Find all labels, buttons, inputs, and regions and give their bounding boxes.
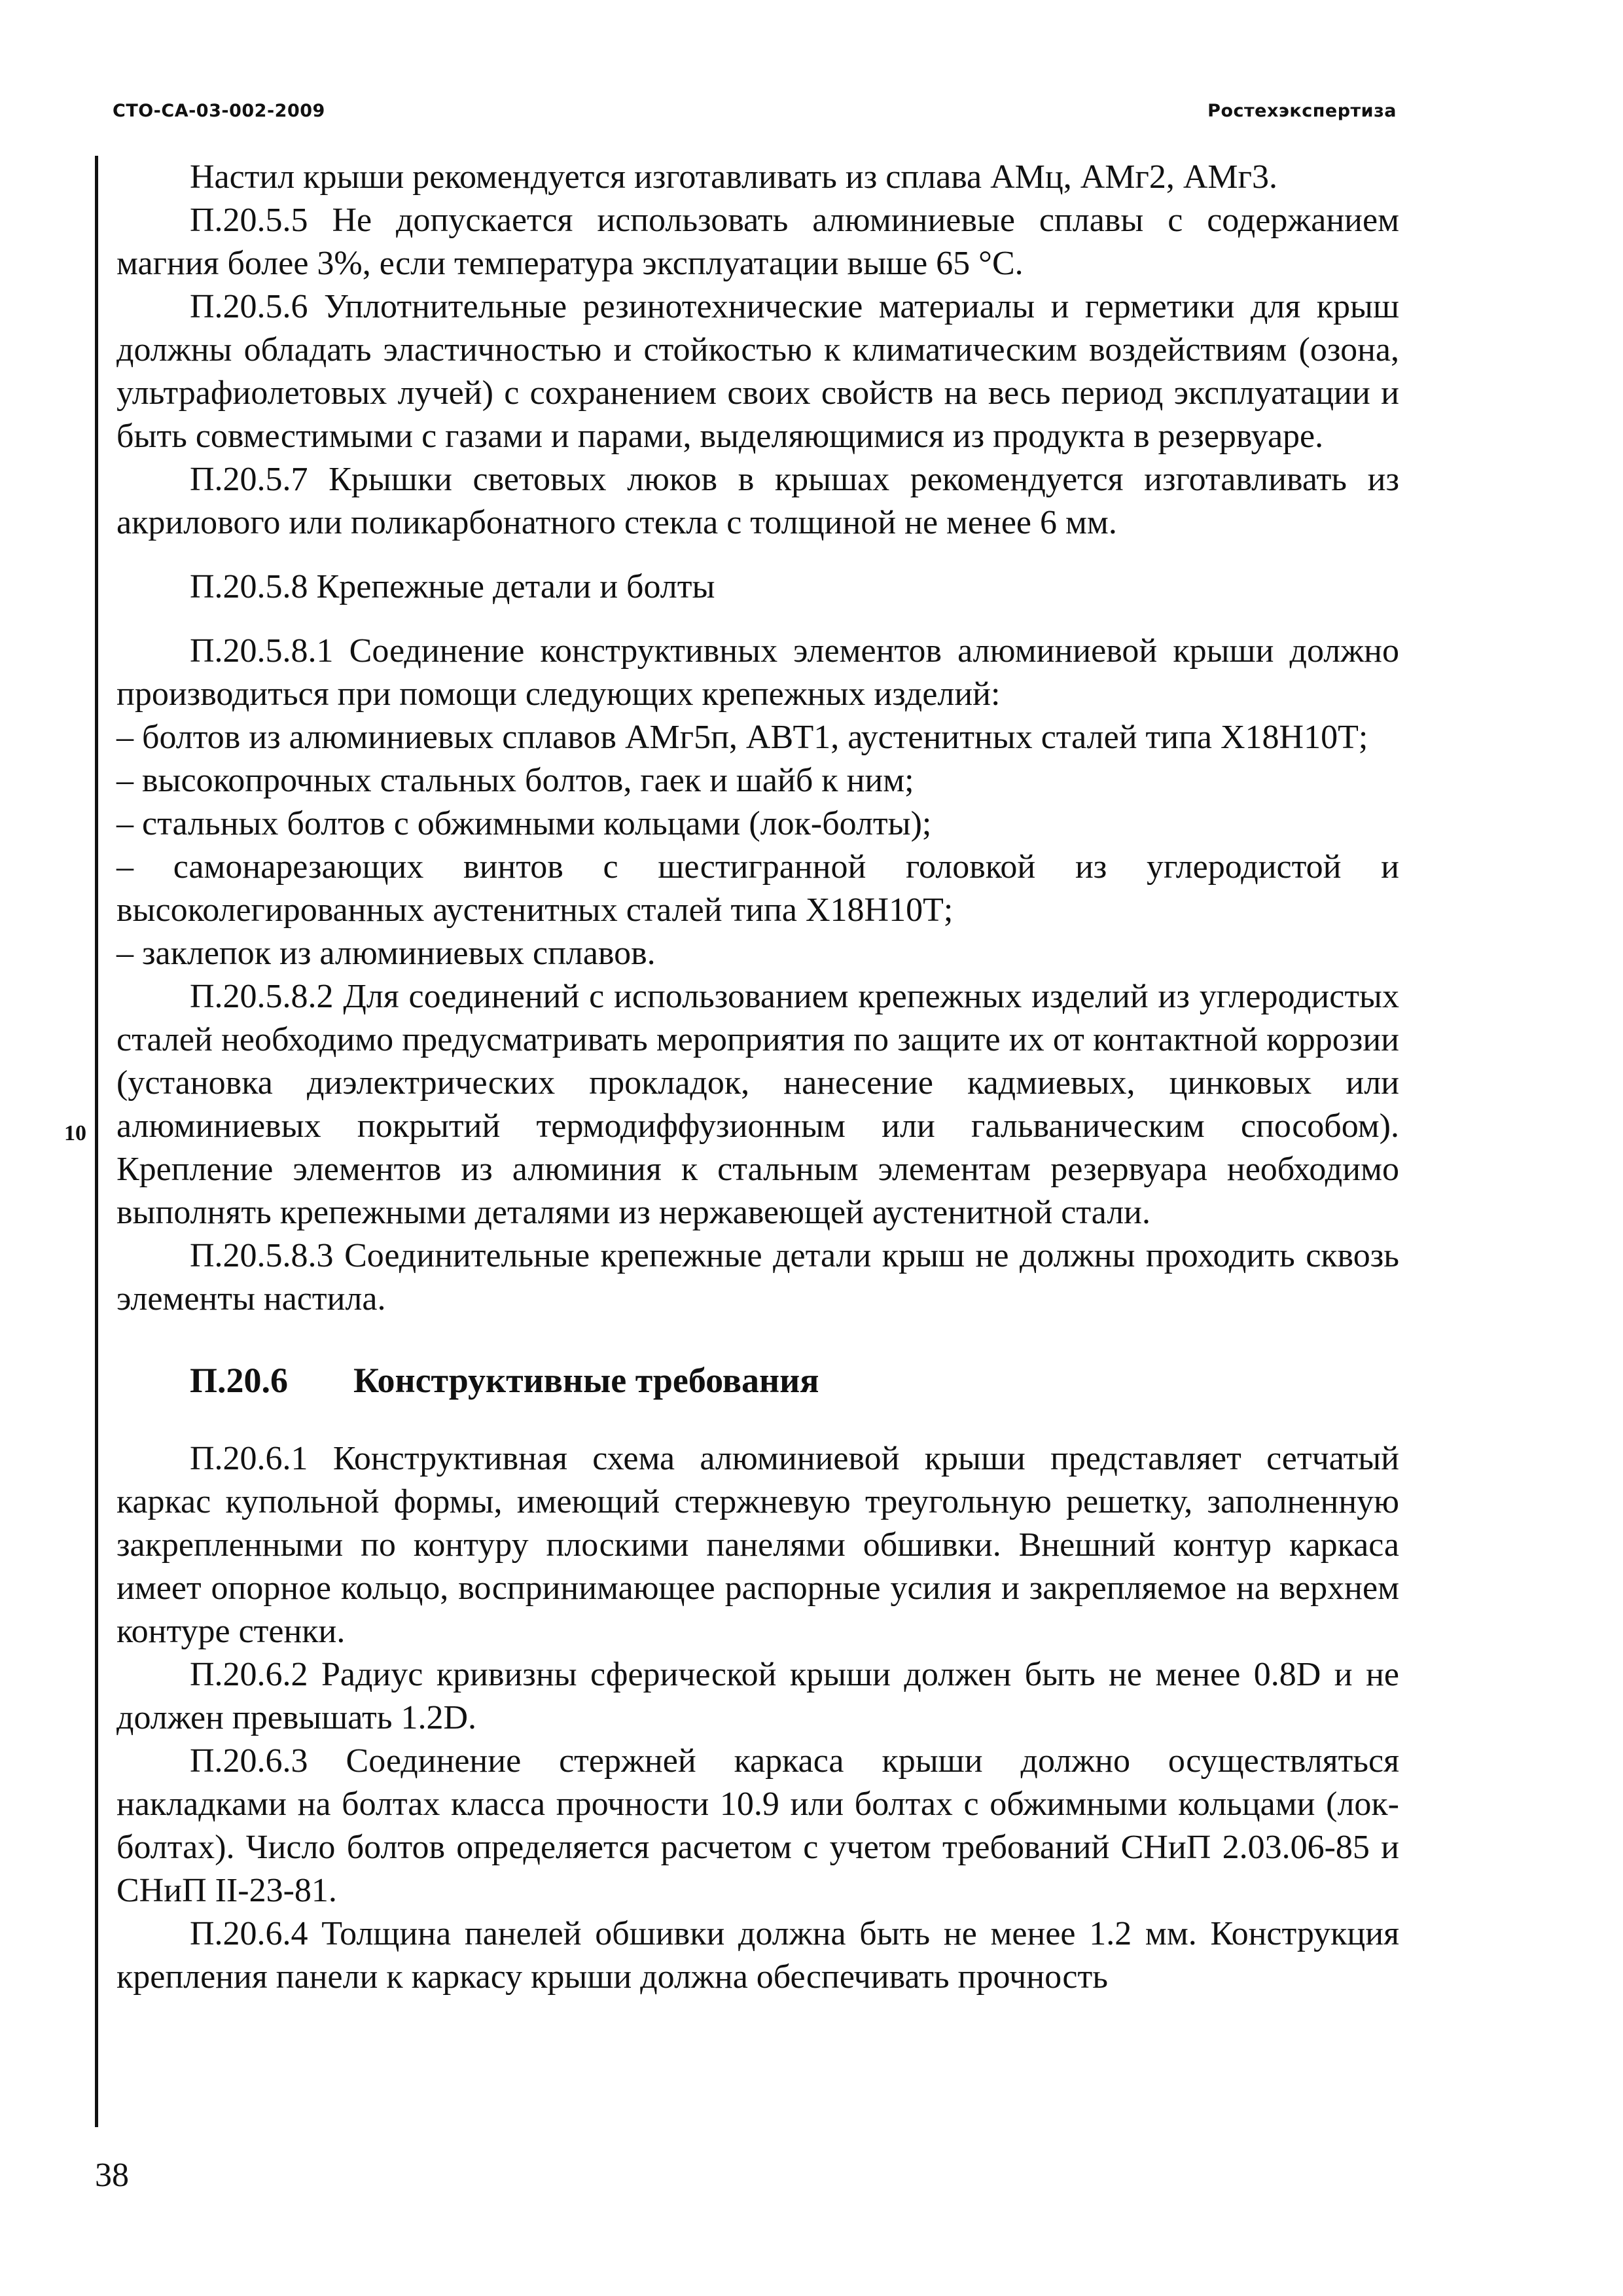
paragraph: П.20.6.4 Толщина панелей обшивки должна быть не менее 1.2 мм. Конструкция крепления панели к каркасу крыши должна обеспечивать прочность bbox=[116, 1915, 1399, 1996]
paragraph: П.20.5.5 Не допускается использовать алюминиевые сплавы с содержанием магния более 3%, если температура эксплуатации выше 65 °С. bbox=[116, 202, 1399, 282]
list-item: – стальных болтов с обжимными кольцами (лок-болты); bbox=[116, 805, 932, 842]
section-number: П.20.6 bbox=[190, 1361, 289, 1400]
page-body bbox=[116, 156, 1399, 1999]
paragraph: П.20.5.7 Крышки световых люков в крышах рекомендуется изготавливать из акрилового или поликарбонатного стекла с толщиной не менее 6 мм. bbox=[116, 461, 1399, 541]
paragraph: П.20.6.3 Соединение стержней каркаса крыши должно осуществляться накладками на болтах класса прочности 10.9 или болтах с обжимными кольцами (лок-болтах). Число болтов определяется расчетом с учетом требований СНиП 2.03.06-85 и СНиП II-23-81. bbox=[116, 1742, 1399, 1909]
paragraph: П.20.6.2 Радиус кривизны сферической крыши должен быть не менее 0.8D и не должен превышать 1.2D. bbox=[116, 1656, 1399, 1736]
list-item: – болтов из алюминиевых сплавов АМг5п, АВТ1, аустенитных сталей типа Х18Н10Т; bbox=[116, 719, 1368, 756]
paragraph: П.20.5.8.3 Соединительные крепежные детали крыш не должны проходить сквозь элементы настила. bbox=[116, 1237, 1399, 1318]
revision-bar bbox=[95, 156, 98, 2127]
paragraph: П.20.5.8.1 Соединение конструктивных элементов алюминиевой крыши должно производиться при помощи следующих крепежных изделий: bbox=[116, 632, 1399, 713]
revision-number: 10 bbox=[64, 1121, 86, 1145]
paragraph: П.20.5.8.2 Для соединений с использованием крепежных изделий из углеродистых сталей необходимо предусматривать мероприятия по защите их от контактной коррозии (установка диэлектрических прокладок, нанесение кадмиевых, цинковых или алюминиевых покрытий термодиффузионным или гальваническим способом). Крепление элементов из алюминия к стальным элементам резервуара необходимо выполнять крепежными деталями из нержавеющей аустенитной стали. bbox=[116, 978, 1399, 1231]
paragraph: Настил крыши рекомендуется изготавливать из сплава АМц, АМг2, АМг3. bbox=[190, 158, 1277, 196]
section-title: Конструктивные требования bbox=[353, 1361, 819, 1400]
list-item: – высокопрочных стальных болтов, гаек и шайб к ним; bbox=[116, 762, 914, 799]
paragraph: П.20.5.6 Уплотнительные резинотехнические материалы и герметики для крыш должны обладать эластичностью и стойкостью к климатическим воздействиям (озона, ультрафиолетовых лучей) с сохранением своих свойств на весь период эксплуатации и быть совместимыми с газами и парами, выделяющимися из продукта в резервуаре. bbox=[116, 288, 1399, 455]
list-item: – заклепок из алюминиевых сплавов. bbox=[116, 935, 656, 972]
subsection-heading: П.20.5.8 Крепежные детали и болты bbox=[190, 568, 715, 605]
list-item: – самонарезающих винтов с шестигранной головкой из углеродистой и высоколегированных аустенитных сталей типа Х18Н10Т; bbox=[116, 848, 1399, 929]
organization-name: Ростехэкспертиза bbox=[1207, 101, 1397, 121]
document-code: СТО-СА-03-002-2009 bbox=[113, 101, 325, 121]
page-number: 38 bbox=[95, 2157, 129, 2194]
paragraph: П.20.6.1 Конструктивная схема алюминиевой крыши представляет сетчатый каркас купольной формы, имеющий стержневую треугольную решетку, заполненную закрепленными по контуру плоскими панелями обшивки. Внешний контур каркаса имеет опорное кольцо, воспринимающее распорные усилия и закрепляемое на верхнем контуре стенки. bbox=[116, 1440, 1399, 1650]
section-heading bbox=[116, 1357, 1399, 1403]
